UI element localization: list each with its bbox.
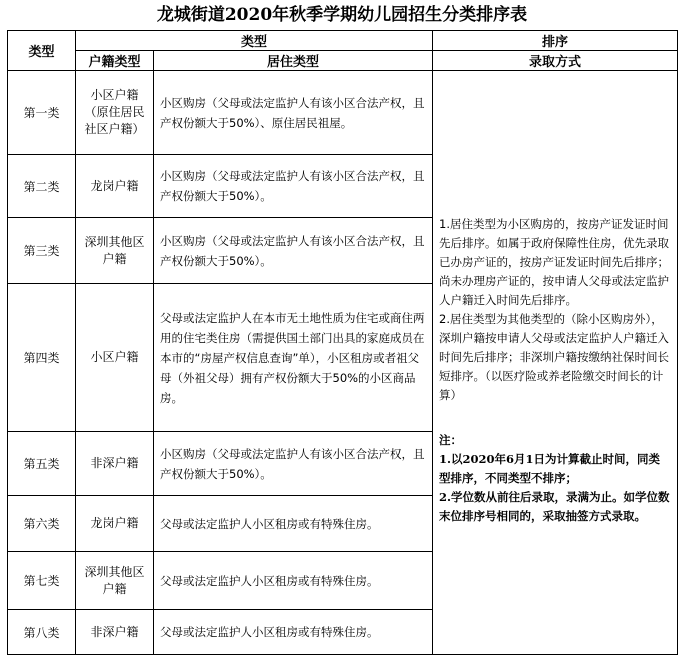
header-sort-group: 排序 — [433, 31, 678, 51]
household-cell: 非深户籍 — [76, 610, 154, 655]
category-cell: 第五类 — [8, 432, 76, 496]
admission-table — [7, 30, 678, 655]
admission-rule-2: 2.居住类型为其他类型的（除小区购房外），深圳户籍按申请人父母或法定监护人户籍迁入时间先后排序；非深圳户籍按缴纳社保时间长短排序。（以医疗险或养老险缴交时间长的计算） — [439, 312, 670, 402]
note-2: 2.学位数从前往后录取，录满为止。如学位数末位排序号相同的，采取抽签方式录取。 — [439, 490, 670, 523]
note-title: 注： — [439, 433, 463, 447]
household-cell: 非深户籍 — [76, 432, 154, 496]
residence-cell: 父母或法定监护人在本市无土地性质为住宅或商住两用的住宅类住房（需提供国土部门出具的家庭成员在本市的“房屋产权信息查询”单），小区租房或者祖父母（外祖父母）拥有产权份额大于50%的小区商品房。 — [154, 284, 433, 432]
header-row-top — [8, 31, 678, 51]
category-cell: 第一类 — [8, 71, 76, 155]
residence-cell: 小区购房（父母或法定监护人有该小区合法产权，且产权份额大于50%）。 — [154, 218, 433, 284]
residence-cell: 父母或法定监护人小区租房或有特殊住房。 — [154, 610, 433, 655]
category-cell: 第三类 — [8, 218, 76, 284]
category-cell: 第七类 — [8, 552, 76, 610]
residence-cell: 父母或法定监护人小区租房或有特殊住房。 — [154, 496, 433, 552]
household-cell: 小区户籍 — [76, 284, 154, 432]
header-residence: 居住类型 — [154, 51, 433, 71]
admission-method-cell — [433, 71, 678, 655]
table-row — [8, 71, 678, 155]
note-1: 1.以2020年6月1日为计算截止时间，同类型排序，不同类型不排序； — [439, 452, 661, 485]
category-cell: 第六类 — [8, 496, 76, 552]
residence-cell: 小区购房（父母或法定监护人有该小区合法产权，且产权份额大于50%）。 — [154, 155, 433, 218]
residence-cell: 小区购房（父母或法定监护人有该小区合法产权，且产权份额大于50%）。 — [154, 432, 433, 496]
header-category: 类型 — [8, 31, 76, 71]
residence-cell: 父母或法定监护人小区租房或有特殊住房。 — [154, 552, 433, 610]
household-cell: 龙岗户籍 — [76, 155, 154, 218]
header-household: 户籍类型 — [76, 51, 154, 71]
admission-rule-1: 1.居住类型为小区购房的，按房产证发证时间先后排序。如属于政府保障性住房，优先录取已办房产证的，按房产证发证时间先后排序；尚未办理房产证的，按申请人父母或法定监护人户籍迁入时间先后排序。 — [439, 217, 670, 307]
header-row-sub — [8, 51, 678, 71]
household-cell: 龙岗户籍 — [76, 496, 154, 552]
category-cell: 第八类 — [8, 610, 76, 655]
household-cell: 深圳其他区户籍 — [76, 218, 154, 284]
category-cell: 第四类 — [8, 284, 76, 432]
page-title: 龙城街道2020年秋季学期幼儿园招生分类排序表 — [156, 5, 528, 25]
household-cell: 小区户籍（原住居民社区户籍） — [76, 71, 154, 155]
header-type-group: 类型 — [76, 31, 433, 51]
category-cell: 第二类 — [8, 155, 76, 218]
household-cell: 深圳其他区户籍 — [76, 552, 154, 610]
residence-cell: 小区购房（父母或法定监护人有该小区合法产权，且产权份额大于50%）、原住居民祖屋。 — [154, 71, 433, 155]
header-admission: 录取方式 — [433, 51, 678, 71]
